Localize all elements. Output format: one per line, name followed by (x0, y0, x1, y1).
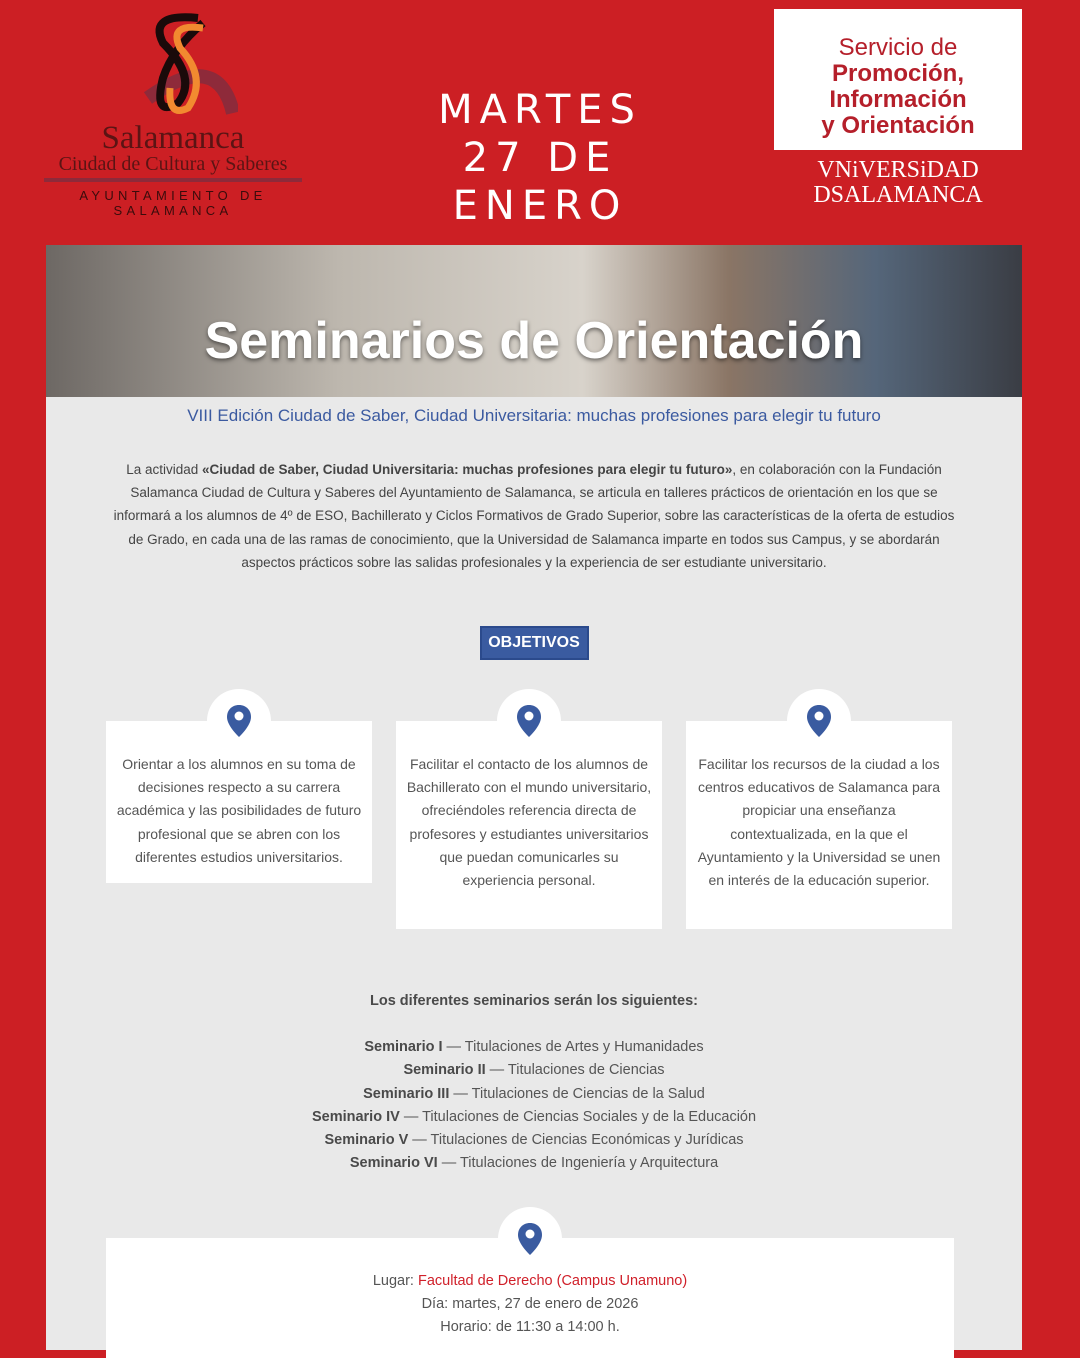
seminar-topic: — Titulaciones de Artes y Humanidades (442, 1039, 704, 1056)
intro-text (109, 458, 959, 574)
location-pin-icon (207, 689, 271, 753)
place-value: Facultad de Derecho (Campus Unamuno) (417, 1273, 688, 1289)
seminar-item (46, 1106, 1022, 1129)
seminar-name: Seminario III (363, 1085, 450, 1102)
day-line: Día: martes, 27 de enero de 2026 (421, 1296, 639, 1313)
location-pin-icon (498, 1207, 562, 1271)
place-label: Lugar: (372, 1273, 418, 1289)
seminar-item (46, 1129, 1022, 1152)
university-line: DSALAMANCA (813, 182, 983, 208)
salamanca-s-logo-icon (108, 8, 238, 123)
banner-photo (46, 245, 1022, 397)
salamanca-logo: Salamanca Ciudad de Cultura y Saberes AYUNTAMIENTO DE SALAMANCA (44, 8, 302, 218)
weekday: MARTES (438, 87, 642, 133)
seminar-name: Seminario VI (349, 1155, 438, 1172)
intro-bold: «Ciudad de Saber, Ciudad Universitaria: muchas profesiones para elegir tu futuro» (202, 462, 733, 477)
seminar-topic: — Titulaciones de Ciencias Sociales y de la Educación (399, 1108, 757, 1125)
seminar-item (46, 1036, 1022, 1059)
service-logo (774, 9, 1022, 150)
seminar-item (46, 1059, 1022, 1082)
day-month: 27 DE ENERO (452, 135, 628, 229)
seminar-name: Seminario I (364, 1039, 443, 1056)
location-pin-icon (497, 689, 561, 753)
seminar-name: Seminario IV (311, 1108, 400, 1125)
service-line: Servicio de (838, 34, 958, 61)
seminars-list (46, 990, 1022, 1175)
university-line: VNiVERSiDAD (817, 157, 979, 183)
objectives-heading: OBJETIVOS (480, 626, 589, 660)
seminar-topic: — Titulaciones de Ciencias de la Salud (449, 1085, 705, 1102)
university-logo (774, 158, 1022, 208)
edition-subtitle: VIII Edición Ciudad de Saber, Ciudad Universitaria: muchas profesiones para elegir tu futuro (187, 406, 881, 425)
seminar-name: Seminario V (324, 1132, 409, 1149)
seminar-topic: — Titulaciones de Ciencias (485, 1062, 665, 1079)
place-line (106, 1270, 954, 1293)
event-date (370, 86, 710, 230)
objective-text: Orientar a los alumnos en su toma de decisiones respecto a su carrera académica y las posibilidades de futuro profesional que se abren con los diferentes estudios universitarios. (116, 756, 362, 865)
service-line: y Orientación (821, 112, 975, 139)
seminar-item (46, 1152, 1022, 1175)
seminar-name: Seminario II (403, 1062, 486, 1079)
time-line: Horario: de 11:30 a 14:00 h. (440, 1319, 620, 1336)
content-panel (46, 245, 1022, 1350)
seminar-item (46, 1083, 1022, 1106)
intro-rest: , en colaboración con la Fundación Salamanca Ciudad de Cultura y Saberes del Ayuntamiento de Salamanca, se articula en talleres prácticos de orientación en los que se informará a los alumnos de 4º de ESO, Bachillerato y Ciclos Formativos de Grado Superior, sobre las características de la oferta de estudios de Grado, en cada una de las ramas de conocimiento, que la Universidad de Salamanca imparte en todos sus Campus, y se abordarán aspectos prácticos sobre las salidas profesionales y la experiencia de ser estudiante universitario. (113, 462, 955, 570)
location-pin-icon (787, 689, 851, 753)
objective-text: Facilitar el contacto de los alumnos de Bachillerato con el mundo universitario, ofreciéndoles referencia directa de profesores y estudiantes universitarios que puedan comunicarles su experiencia personal. (406, 756, 652, 889)
intro-prefix: La actividad (126, 462, 203, 477)
seminar-topic: — Titulaciones de Ingeniería y Arquitectura (437, 1155, 719, 1172)
objective-text: Facilitar los recursos de la ciudad a los centros educativos de Salamanca para propiciar una enseñanza contextualizada, en la que el Ayuntamiento y la Universidad se unen en interés de la educación superior. (697, 756, 941, 889)
service-line: Promoción, (831, 60, 964, 87)
service-line: Información (829, 86, 967, 113)
banner-title: Seminarios de Orientación (204, 312, 864, 370)
seminars-intro: Los diferentes seminarios serán los siguientes: (370, 993, 698, 1009)
seminar-topic: — Titulaciones de Ciencias Económicas y Jurídicas (408, 1132, 744, 1149)
